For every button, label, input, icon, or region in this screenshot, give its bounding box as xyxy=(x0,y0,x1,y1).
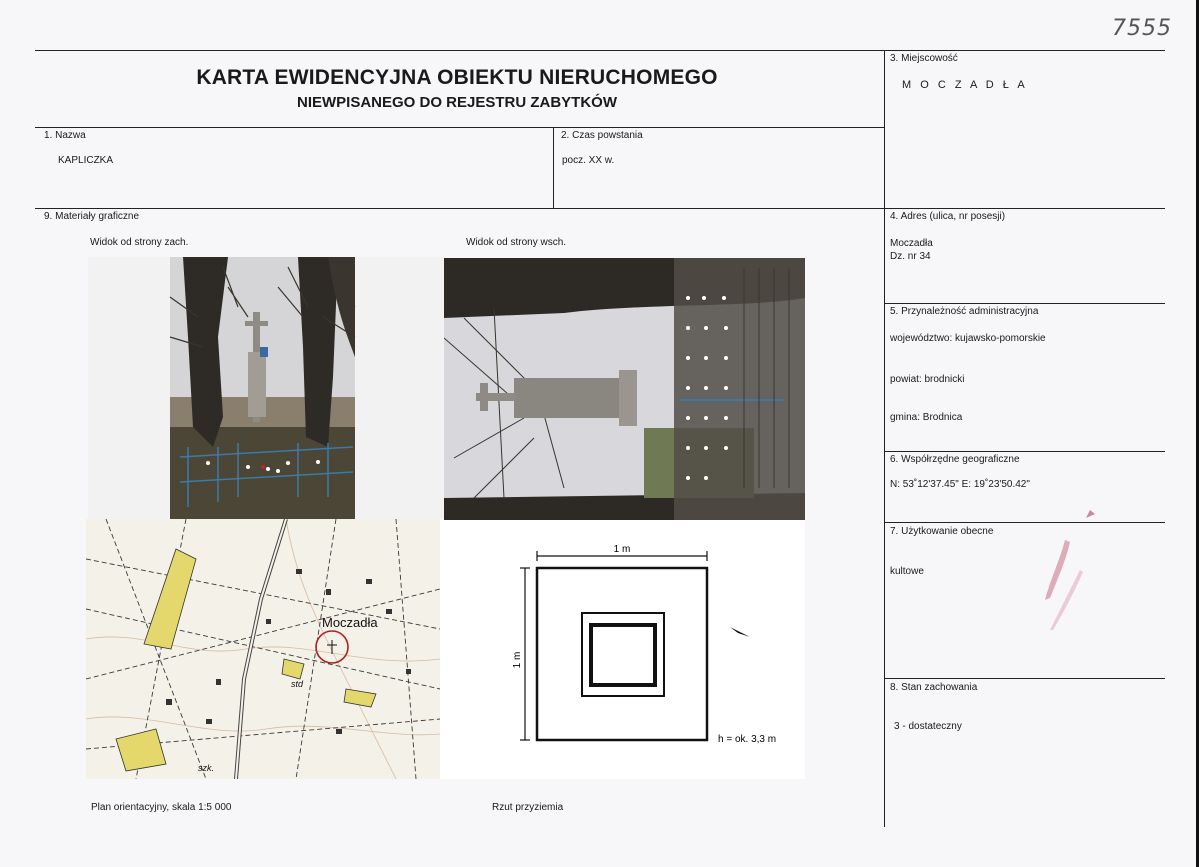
field-6-label: 6. Współrzędne geograficzne xyxy=(890,454,1020,465)
field-8-value: 3 - dostateczny xyxy=(894,721,962,732)
photo-west-view xyxy=(88,257,444,519)
dim-label-top: 1 m xyxy=(613,544,631,555)
field-1-label: 1. Nazwa xyxy=(44,130,86,141)
field-7-label: 7. Użytkowanie obecne xyxy=(890,526,994,537)
rule-5 xyxy=(884,303,1165,304)
field-5-label: 5. Przynależność administracyjna xyxy=(890,306,1039,317)
field-4-label: 4. Adres (ulica, nr posesji) xyxy=(890,211,1006,222)
ink-stain xyxy=(1020,500,1130,640)
field-8-label: 8. Stan zachowania xyxy=(890,682,978,693)
name-date-divider xyxy=(553,127,554,208)
ground-plan xyxy=(440,520,805,779)
caption-map: Plan orientacyjny, skala 1:5 000 xyxy=(91,802,232,813)
map-label-std: std xyxy=(291,679,304,689)
caption-west-view: Widok od strony zach. xyxy=(90,237,189,248)
top-rule xyxy=(35,50,1165,51)
photo-east-view xyxy=(444,258,805,520)
field-2-label: 2. Czas powstania xyxy=(561,130,643,141)
field-1-value: KAPLICZKA xyxy=(58,155,114,166)
field-6-value: N: 53˚12'37.45" E: 19˚23'50.42" xyxy=(890,479,1030,490)
map-label-szk: szk. xyxy=(198,763,215,773)
field-5-county: powiat: brodnicki xyxy=(890,374,965,385)
archive-number: 7555 xyxy=(1112,16,1172,41)
plan-height-label: h = ok. 3,3 m xyxy=(718,734,777,745)
field-7-value: kultowe xyxy=(890,566,924,577)
field-5-voivodeship: województwo: kujawsko-pomorskie xyxy=(890,333,1046,344)
field-2-value: pocz. XX w. xyxy=(562,155,615,166)
dim-label-side: 1 m xyxy=(512,651,523,669)
caption-east-view: Widok od strony wsch. xyxy=(466,237,567,248)
field-5-commune: gmina: Brodnica xyxy=(890,412,963,423)
card-title: KARTA EWIDENCYJNA OBIEKTU NIERUCHOMEGO xyxy=(196,66,718,89)
rule-6 xyxy=(884,451,1165,452)
field-9-label: 9. Materiały graficzne xyxy=(44,211,140,222)
field-3-label: 3. Miejscowość xyxy=(890,53,958,64)
map-village-label: Moczadła xyxy=(322,615,378,630)
card-subtitle: NIEWPISANEGO DO REJESTRU ZABYTKÓW xyxy=(296,94,618,111)
field-4-line-2: Dz. nr 34 xyxy=(890,251,931,262)
section-rule xyxy=(35,208,1165,209)
right-column-divider xyxy=(884,50,885,827)
orientation-map xyxy=(86,519,440,779)
caption-plan: Rzut przyziemia xyxy=(492,802,564,813)
rule-8 xyxy=(884,678,1165,679)
field-3-value: M O C Z A D Ł A xyxy=(902,79,1028,91)
title-bottom-rule xyxy=(35,127,884,128)
field-4-line-1: Moczadła xyxy=(890,238,933,249)
